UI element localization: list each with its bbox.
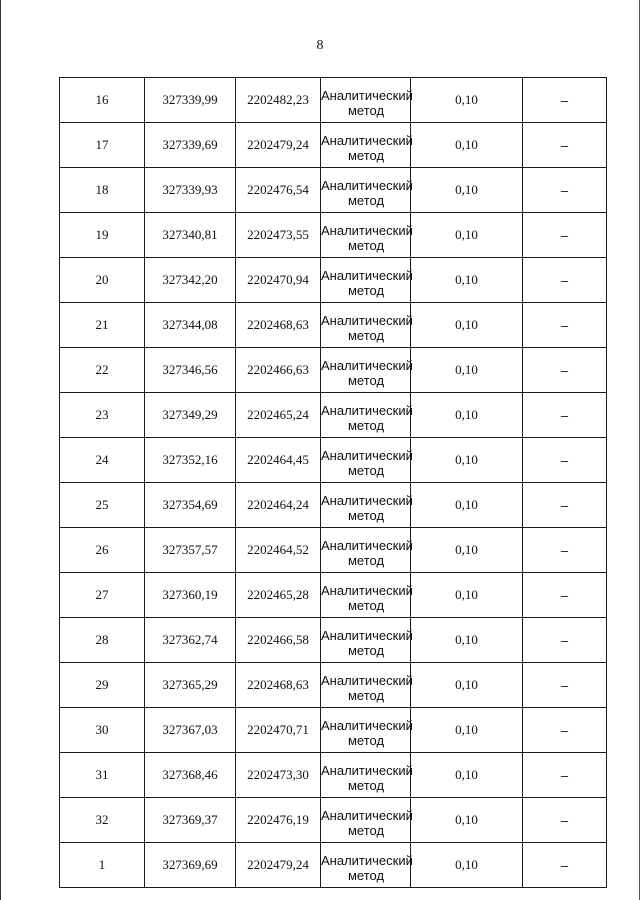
point-number-cell: 19 bbox=[60, 213, 145, 258]
x-coordinate-cell: 327369,37 bbox=[145, 798, 236, 843]
note-cell: – bbox=[523, 258, 607, 303]
y-coordinate-cell: 2202479,24 bbox=[236, 123, 321, 168]
method-label: Аналитический метод bbox=[321, 852, 413, 883]
method-cell bbox=[321, 798, 411, 843]
point-number-cell: 32 bbox=[60, 798, 145, 843]
note-cell: – bbox=[523, 663, 607, 708]
note-cell: – bbox=[523, 438, 607, 483]
method-cell bbox=[321, 438, 411, 483]
y-coordinate-cell: 2202464,45 bbox=[236, 438, 321, 483]
accuracy-cell: 0,10 bbox=[411, 753, 523, 798]
point-number-cell: 27 bbox=[60, 573, 145, 618]
method-cell bbox=[321, 123, 411, 168]
note-cell: – bbox=[523, 123, 607, 168]
table-row bbox=[60, 303, 607, 348]
method-cell bbox=[321, 303, 411, 348]
x-coordinate-cell: 327367,03 bbox=[145, 708, 236, 753]
method-label: Аналитический метод bbox=[321, 312, 413, 343]
x-coordinate-cell: 327360,19 bbox=[145, 573, 236, 618]
x-coordinate-cell: 327339,69 bbox=[145, 123, 236, 168]
point-number-cell: 25 bbox=[60, 483, 145, 528]
x-coordinate-cell: 327340,81 bbox=[145, 213, 236, 258]
y-coordinate-cell: 2202482,23 bbox=[236, 78, 321, 123]
accuracy-cell: 0,10 bbox=[411, 78, 523, 123]
point-number-cell: 28 bbox=[60, 618, 145, 663]
method-label: Аналитический метод bbox=[321, 177, 413, 208]
x-coordinate-cell: 327339,93 bbox=[145, 168, 236, 213]
note-cell: – bbox=[523, 393, 607, 438]
accuracy-cell: 0,10 bbox=[411, 213, 523, 258]
table-body bbox=[60, 78, 607, 888]
y-coordinate-cell: 2202476,54 bbox=[236, 168, 321, 213]
method-label: Аналитический метод bbox=[321, 672, 413, 703]
accuracy-cell: 0,10 bbox=[411, 258, 523, 303]
point-number-cell: 21 bbox=[60, 303, 145, 348]
method-cell bbox=[321, 708, 411, 753]
y-coordinate-cell: 2202473,30 bbox=[236, 753, 321, 798]
method-cell bbox=[321, 753, 411, 798]
y-coordinate-cell: 2202476,19 bbox=[236, 798, 321, 843]
method-cell bbox=[321, 573, 411, 618]
point-number-cell: 17 bbox=[60, 123, 145, 168]
x-coordinate-cell: 327352,16 bbox=[145, 438, 236, 483]
method-label: Аналитический метод bbox=[321, 582, 413, 613]
method-cell bbox=[321, 843, 411, 888]
note-cell: – bbox=[523, 78, 607, 123]
method-label: Аналитический метод bbox=[321, 222, 413, 253]
accuracy-cell: 0,10 bbox=[411, 798, 523, 843]
method-label: Аналитический метод bbox=[321, 267, 413, 298]
table-row bbox=[60, 213, 607, 258]
table-row bbox=[60, 483, 607, 528]
accuracy-cell: 0,10 bbox=[411, 303, 523, 348]
coordinates-table bbox=[59, 77, 607, 888]
y-coordinate-cell: 2202466,58 bbox=[236, 618, 321, 663]
point-number-cell: 30 bbox=[60, 708, 145, 753]
point-number-cell: 20 bbox=[60, 258, 145, 303]
table-row bbox=[60, 798, 607, 843]
x-coordinate-cell: 327344,08 bbox=[145, 303, 236, 348]
note-cell: – bbox=[523, 573, 607, 618]
y-coordinate-cell: 2202479,24 bbox=[236, 843, 321, 888]
accuracy-cell: 0,10 bbox=[411, 483, 523, 528]
y-coordinate-cell: 2202470,94 bbox=[236, 258, 321, 303]
method-cell bbox=[321, 618, 411, 663]
y-coordinate-cell: 2202468,63 bbox=[236, 663, 321, 708]
note-cell: – bbox=[523, 168, 607, 213]
point-number-cell: 23 bbox=[60, 393, 145, 438]
method-label: Аналитический метод bbox=[321, 402, 413, 433]
method-label: Аналитический метод bbox=[321, 762, 413, 793]
note-cell: – bbox=[523, 753, 607, 798]
y-coordinate-cell: 2202473,55 bbox=[236, 213, 321, 258]
note-cell: – bbox=[523, 708, 607, 753]
table-row bbox=[60, 618, 607, 663]
y-coordinate-cell: 2202466,63 bbox=[236, 348, 321, 393]
point-number-cell: 24 bbox=[60, 438, 145, 483]
y-coordinate-cell: 2202464,24 bbox=[236, 483, 321, 528]
table-row bbox=[60, 123, 607, 168]
method-label: Аналитический метод bbox=[321, 132, 413, 163]
y-coordinate-cell: 2202470,71 bbox=[236, 708, 321, 753]
accuracy-cell: 0,10 bbox=[411, 348, 523, 393]
x-coordinate-cell: 327362,74 bbox=[145, 618, 236, 663]
table-row bbox=[60, 528, 607, 573]
accuracy-cell: 0,10 bbox=[411, 843, 523, 888]
method-cell bbox=[321, 663, 411, 708]
table-row bbox=[60, 843, 607, 888]
method-label: Аналитический метод bbox=[321, 492, 413, 523]
table-row bbox=[60, 573, 607, 618]
method-cell bbox=[321, 168, 411, 213]
method-cell bbox=[321, 483, 411, 528]
note-cell: – bbox=[523, 528, 607, 573]
x-coordinate-cell: 327346,56 bbox=[145, 348, 236, 393]
page-number: 8 bbox=[316, 38, 324, 53]
method-label: Аналитический метод bbox=[321, 357, 413, 388]
accuracy-cell: 0,10 bbox=[411, 663, 523, 708]
accuracy-cell: 0,10 bbox=[411, 393, 523, 438]
scan-border-left bbox=[0, 0, 1, 900]
table-row bbox=[60, 708, 607, 753]
method-cell bbox=[321, 348, 411, 393]
x-coordinate-cell: 327369,69 bbox=[145, 843, 236, 888]
x-coordinate-cell: 327368,46 bbox=[145, 753, 236, 798]
x-coordinate-cell: 327342,20 bbox=[145, 258, 236, 303]
x-coordinate-cell: 327339,99 bbox=[145, 78, 236, 123]
accuracy-cell: 0,10 bbox=[411, 618, 523, 663]
point-number-cell: 16 bbox=[60, 78, 145, 123]
accuracy-cell: 0,10 bbox=[411, 123, 523, 168]
note-cell: – bbox=[523, 618, 607, 663]
method-label: Аналитический метод bbox=[321, 627, 413, 658]
table-row bbox=[60, 258, 607, 303]
accuracy-cell: 0,10 bbox=[411, 168, 523, 213]
note-cell: – bbox=[523, 348, 607, 393]
y-coordinate-cell: 2202465,24 bbox=[236, 393, 321, 438]
table-row bbox=[60, 348, 607, 393]
point-number-cell: 26 bbox=[60, 528, 145, 573]
point-number-cell: 29 bbox=[60, 663, 145, 708]
note-cell: – bbox=[523, 798, 607, 843]
table-row bbox=[60, 393, 607, 438]
table-row bbox=[60, 168, 607, 213]
point-number-cell: 31 bbox=[60, 753, 145, 798]
y-coordinate-cell: 2202464,52 bbox=[236, 528, 321, 573]
table-row bbox=[60, 753, 607, 798]
method-label: Аналитический метод bbox=[321, 537, 413, 568]
point-number-cell: 1 bbox=[60, 843, 145, 888]
x-coordinate-cell: 327365,29 bbox=[145, 663, 236, 708]
note-cell: – bbox=[523, 483, 607, 528]
method-cell bbox=[321, 78, 411, 123]
accuracy-cell: 0,10 bbox=[411, 438, 523, 483]
method-cell bbox=[321, 393, 411, 438]
accuracy-cell: 0,10 bbox=[411, 708, 523, 753]
accuracy-cell: 0,10 bbox=[411, 573, 523, 618]
x-coordinate-cell: 327354,69 bbox=[145, 483, 236, 528]
x-coordinate-cell: 327349,29 bbox=[145, 393, 236, 438]
note-cell: – bbox=[523, 843, 607, 888]
method-label: Аналитический метод bbox=[321, 447, 413, 478]
table-row bbox=[60, 663, 607, 708]
note-cell: – bbox=[523, 213, 607, 258]
method-label: Аналитический метод bbox=[321, 717, 413, 748]
x-coordinate-cell: 327357,57 bbox=[145, 528, 236, 573]
note-cell: – bbox=[523, 303, 607, 348]
y-coordinate-cell: 2202468,63 bbox=[236, 303, 321, 348]
method-label: Аналитический метод bbox=[321, 807, 413, 838]
method-cell bbox=[321, 528, 411, 573]
method-cell bbox=[321, 213, 411, 258]
table-row bbox=[60, 78, 607, 123]
point-number-cell: 22 bbox=[60, 348, 145, 393]
point-number-cell: 18 bbox=[60, 168, 145, 213]
accuracy-cell: 0,10 bbox=[411, 528, 523, 573]
method-label: Аналитический метод bbox=[321, 87, 413, 118]
table-row bbox=[60, 438, 607, 483]
y-coordinate-cell: 2202465,28 bbox=[236, 573, 321, 618]
method-cell bbox=[321, 258, 411, 303]
